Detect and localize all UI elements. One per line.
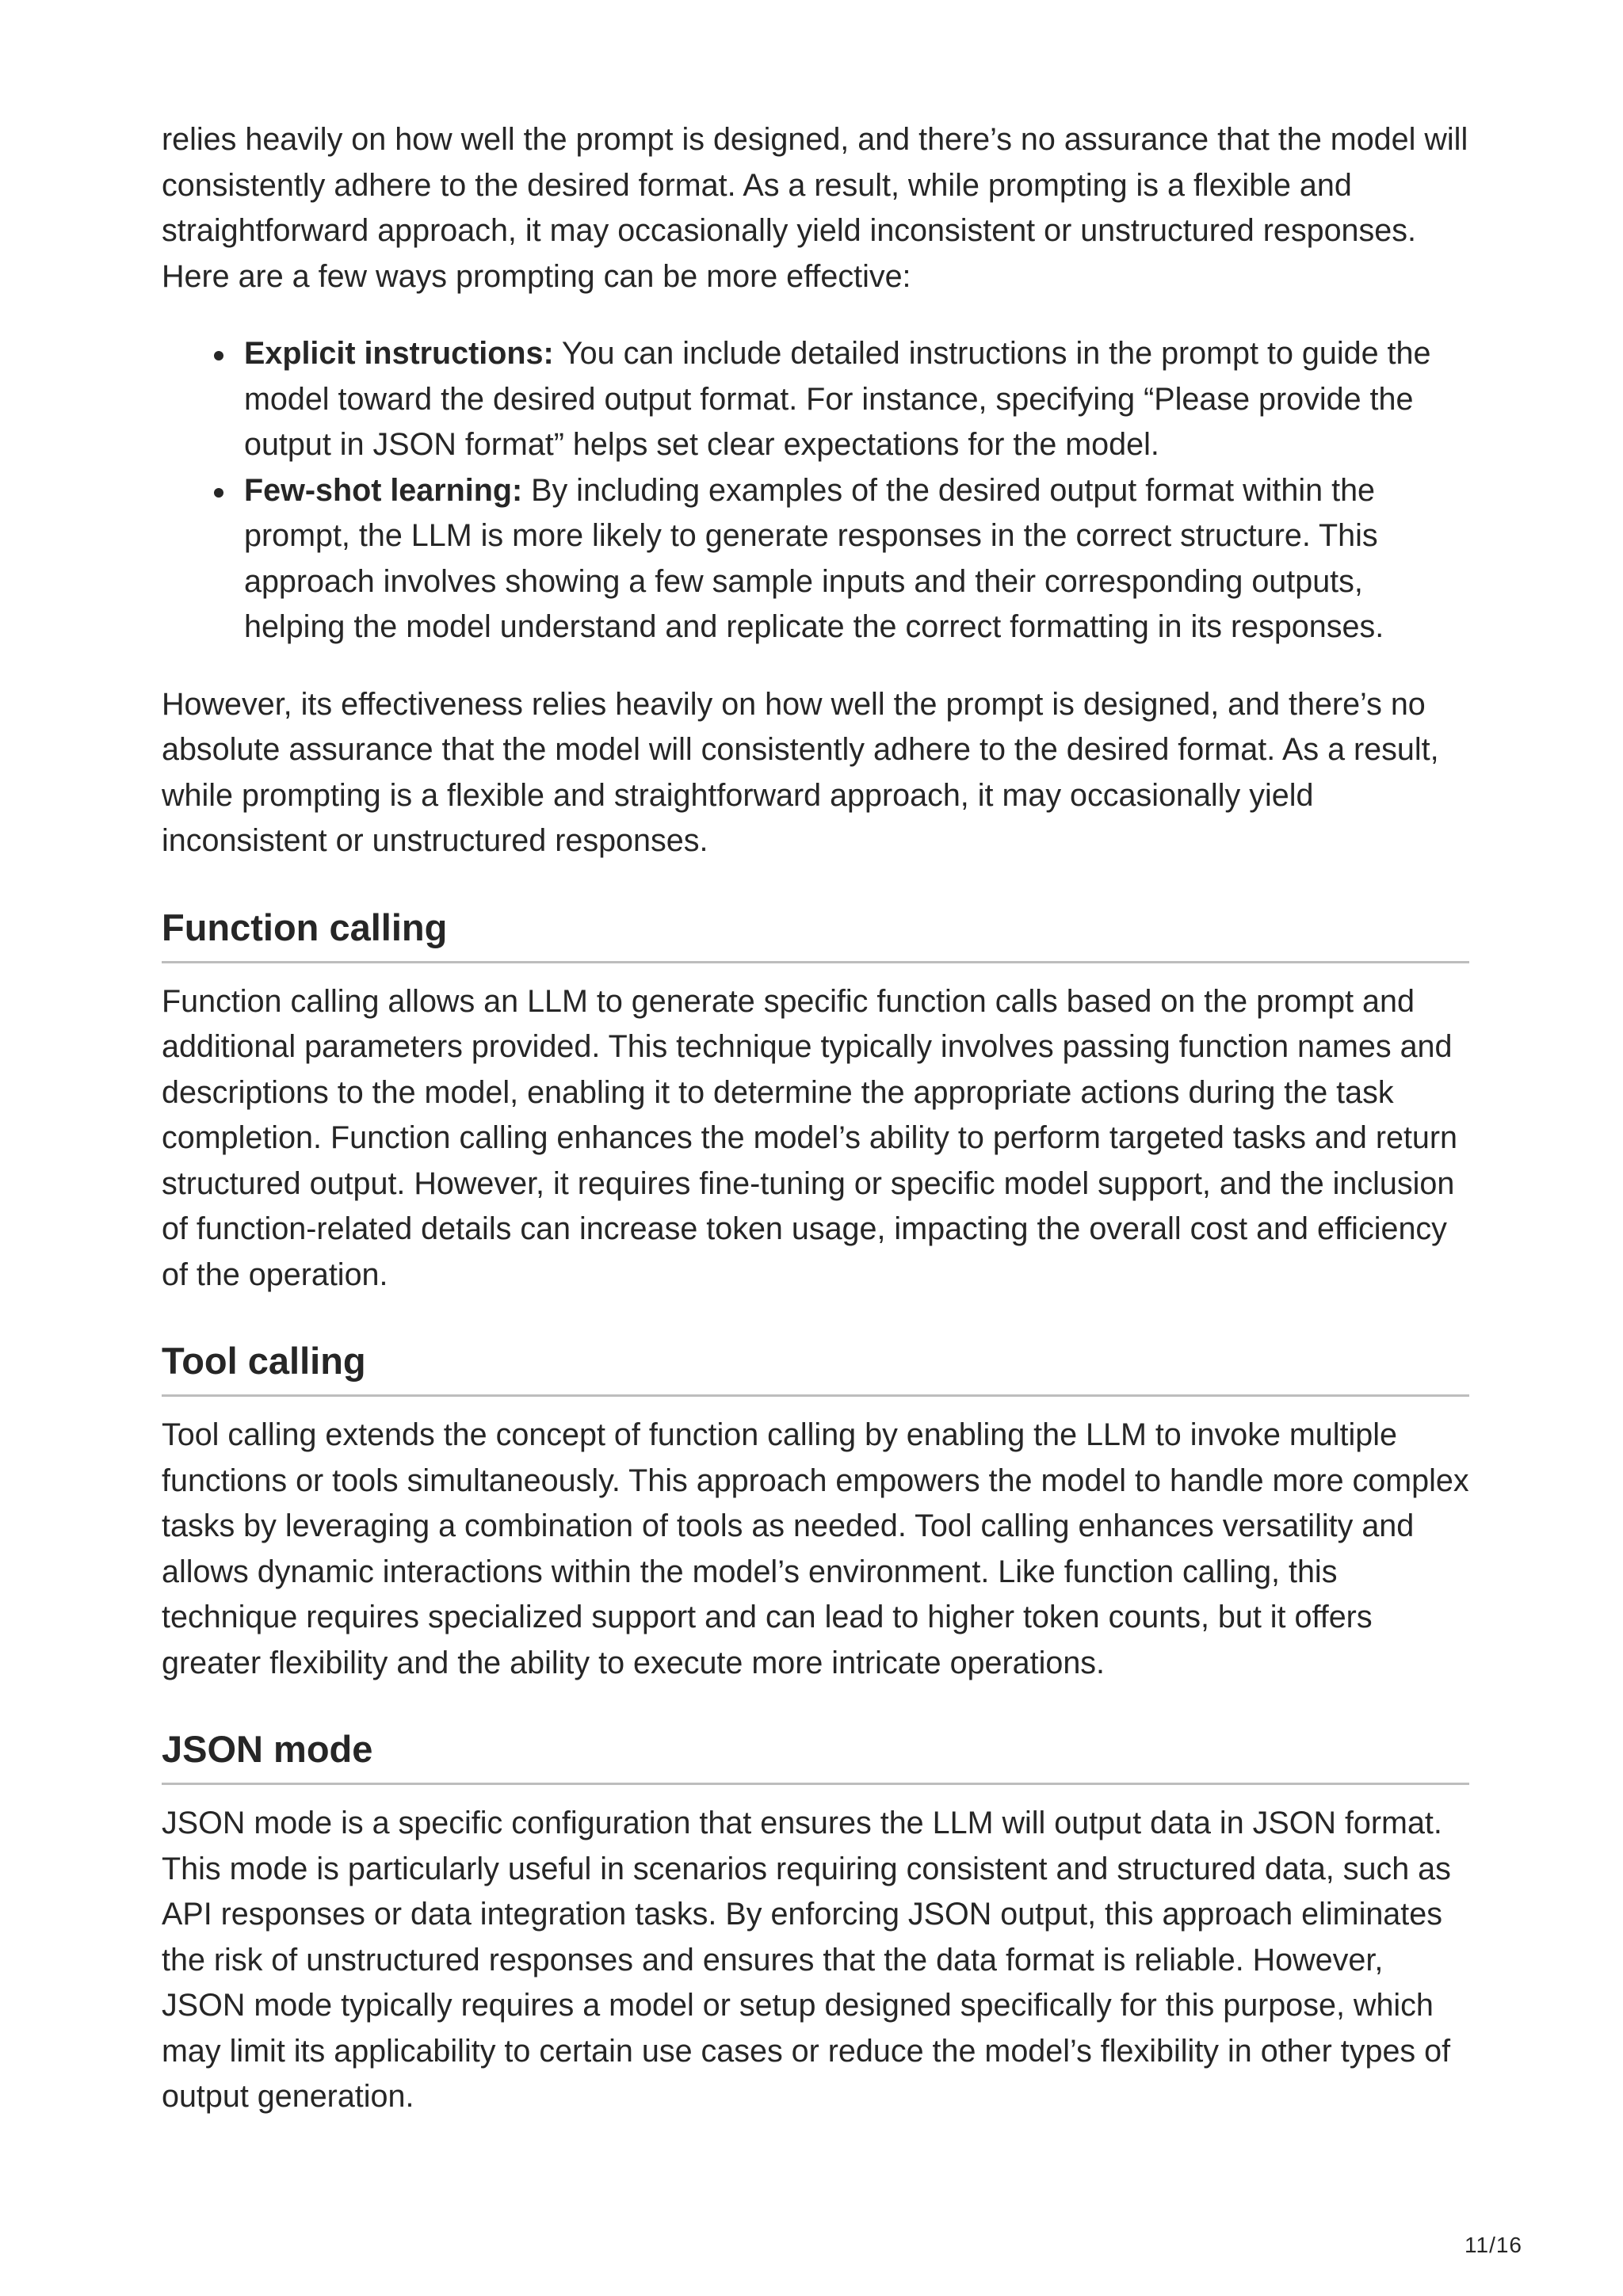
section-heading: Function calling: [162, 904, 1469, 963]
however-paragraph: However, its effectiveness relies heavily on how well the prompt is designed, and there’s no absolute assurance that the model will consistently adhere to the desired format. As a result, while prompting is a flexible and straightforward approach, it may occasionally yield inconsistent or unstructured responses.: [162, 686, 1439, 858]
list-item: [244, 468, 1469, 650]
tips-list: [162, 331, 1469, 650]
intro-paragraph: relies heavily on how well the prompt is designed, and there’s no assurance that the model will consistently adhere to the desired format. As a result, while prompting is a flexible and straightforward approach, it may occasionally yield inconsistent or unstructured responses. Here are a few ways prompting can be more effective:: [162, 122, 1468, 294]
document-page: [162, 117, 1469, 2120]
section-body: Function calling allows an LLM to generate specific function calls based on the prompt and additional parameters provided. This technique typically involves passing function names and descriptions to the model, enabling it to determine the appropriate actions during the task completion. Function calling enhances the model’s ability to perform targeted tasks and return structured output. However, it requires fine-tuning or specific model support, and the inclusion of function-related details can increase token usage, impacting the overall cost and efficiency of the operation.: [162, 983, 1458, 1292]
section-heading: Tool calling: [162, 1337, 1469, 1397]
list-item-text: By including examples of the desired output format within the prompt, the LLM is more likely to generate responses in the correct structure. This approach involves showing a few sample inputs and their corresponding outputs, helping the model understand and replicate the correct formatting in its responses.: [244, 472, 1384, 644]
page-number: 11/16: [1465, 2233, 1522, 2257]
section-heading: JSON mode: [162, 1726, 1469, 1785]
section-function-calling: [162, 904, 1469, 1299]
section-tool-calling: [162, 1337, 1469, 1686]
section-body: Tool calling extends the concept of function calling by enabling the LLM to invoke multiple functions or tools simultaneously. This approach empowers the model to handle more complex tasks by leveraging a combination of tools as needed. Tool calling enhances versatility and allows dynamic interactions within the model’s environment. Like function calling, this technique requires specialized support and can lead to higher token counts, but it offers greater flexibility and the ability to execute more intricate operations.: [162, 1417, 1469, 1680]
list-item: [244, 331, 1469, 468]
section-json-mode: [162, 1726, 1469, 2120]
list-item-label: Explicit instructions:: [244, 336, 554, 371]
list-item-label: Few-shot learning:: [244, 472, 523, 508]
section-body: JSON mode is a specific configuration that ensures the LLM will output data in JSON format. This mode is particularly useful in scenarios requiring consistent and structured data, such as API responses or data integration tasks. By enforcing JSON output, this approach eliminates the risk of unstructured responses and ensures that the data format is reliable. However, JSON mode typically requires a model or setup designed specifically for this purpose, which may limit its applicability to certain use cases or reduce the model’s flexibility in other types of output generation.: [162, 1806, 1451, 2114]
list-item-text: You can include detailed instructions in the prompt to guide the model toward the desired output format. For instance, specifying “Please provide the output in JSON format” helps set clear expectations for the model.: [244, 336, 1431, 462]
